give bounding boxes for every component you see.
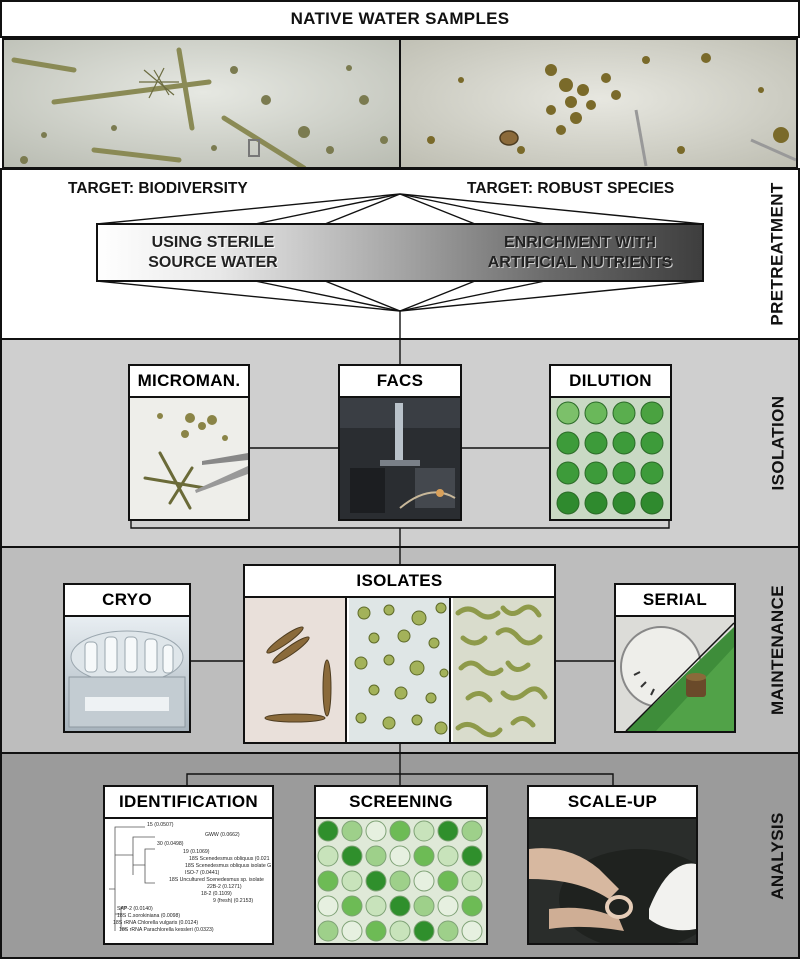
screening-well [438, 846, 458, 866]
analysis-side-label: ANALYSIS [768, 811, 788, 900]
tree-label: ISO-7 (0.0441) [185, 870, 220, 876]
phylogenetic-tree [105, 819, 272, 943]
diagram-title: NATIVE WATER SAMPLES [290, 9, 510, 28]
tree-label: 18S C.sorokiniana (0.0098) [117, 913, 181, 919]
pretreatment-side-label: PRETREATMENT [768, 182, 788, 326]
screening-well [462, 896, 482, 916]
screening-well [414, 871, 434, 891]
screening-well [438, 921, 458, 941]
tree-label: 18S Scenedesmus obliquus (0.021 [189, 856, 270, 862]
screening-well [414, 846, 434, 866]
tree-label: 18S Uncultured Scenedesmus sp. isolate [169, 877, 264, 883]
microman-photo [130, 398, 248, 519]
dilution-title: DILUTION [551, 366, 670, 398]
microman-title: MICROMAN. [130, 366, 248, 398]
maintenance-isolates [243, 564, 556, 744]
screening-well [414, 896, 434, 916]
screening-well [366, 896, 386, 916]
water-sample-photo-right [400, 38, 798, 169]
screening-well [366, 871, 386, 891]
tree-label-list [105, 819, 272, 943]
screening-well [390, 821, 410, 841]
screening-well [366, 921, 386, 941]
isolation-side-label: ISOLATION [768, 395, 787, 491]
analysis-identification [103, 785, 274, 945]
analysis-screening [314, 785, 488, 945]
target-biodiversity-label: TARGET: BIODIVERSITY [68, 180, 248, 197]
screening-well [390, 846, 410, 866]
tree-label: 18S Scenedesmus obliquus isolate G [185, 863, 272, 869]
screening-well [342, 896, 362, 916]
facs-title: FACS [340, 366, 460, 398]
isolates-title: ISOLATES [245, 566, 554, 598]
option-left-line-1: USING STERILE [151, 234, 275, 251]
isolate-photo-diatoms [245, 598, 347, 742]
tree-label: 22B-2 (0.1271) [207, 884, 242, 890]
scale-up-photo [529, 819, 696, 943]
header-band [0, 0, 800, 38]
option-right-line-1: ENRICHMENT WITH [504, 234, 656, 251]
screening-well [438, 871, 458, 891]
cryo-photo [65, 617, 189, 731]
isolation-method-facs [338, 364, 462, 521]
screening-well [462, 871, 482, 891]
serial-photo [616, 617, 734, 731]
isolate-photo-round-cells [349, 598, 451, 742]
screening-well [390, 921, 410, 941]
screening-well [342, 821, 362, 841]
tree-label: 9 (fresh) (0.2153) [213, 898, 254, 904]
screening-well [342, 871, 362, 891]
isolation-method-microman [128, 364, 250, 521]
target-robust-species-label: TARGET: ROBUST SPECIES [467, 180, 675, 197]
identification-title: IDENTIFICATION [105, 787, 272, 819]
tree-label: 30 (0.0498) [157, 841, 184, 847]
dilution-photo [551, 398, 670, 519]
screening-well [318, 921, 338, 941]
screening-well [318, 871, 338, 891]
cryo-title: CRYO [65, 585, 189, 617]
tree-label: GWW (0.0662) [205, 832, 240, 838]
tree-label: 15 (0.0507) [147, 822, 174, 828]
scale-up-title: SCALE-UP [529, 787, 696, 819]
maintenance-side-label: MAINTENANCE [768, 584, 788, 716]
serial-title: SERIAL [616, 585, 734, 617]
tree-label: 18S rRNA Chlorella vulgaris (0.0124) [113, 920, 199, 926]
maintenance-cryo [63, 583, 191, 733]
isolate-photo-filaments [453, 598, 554, 742]
tree-label: SAP-2 (0.0140) [117, 906, 153, 912]
tree-label: 19 (0.1069) [183, 849, 210, 855]
screening-photo [316, 819, 486, 943]
water-sample-photo-left [2, 38, 400, 169]
screening-well [342, 921, 362, 941]
screening-well [390, 896, 410, 916]
facs-photo [340, 398, 460, 519]
screening-well [414, 921, 434, 941]
screening-well [414, 821, 434, 841]
option-sterile-source-water [118, 233, 308, 273]
screening-well [318, 821, 338, 841]
screening-well [366, 821, 386, 841]
screening-well [390, 871, 410, 891]
screening-well [438, 896, 458, 916]
maintenance-serial [614, 583, 736, 733]
screening-well [462, 821, 482, 841]
isolation-method-dilution [549, 364, 672, 521]
screening-well [438, 821, 458, 841]
screening-well [366, 846, 386, 866]
screening-well [342, 846, 362, 866]
tree-label: 18S rRNA Parachlorella kessleri (0.0323) [119, 927, 214, 933]
option-artificial-nutrients [460, 233, 700, 273]
screening-well [462, 921, 482, 941]
tree-label: 18-2 (0.1109) [201, 891, 232, 897]
analysis-scale-up [527, 785, 698, 945]
screening-title: SCREENING [316, 787, 486, 819]
screening-well [318, 896, 338, 916]
screening-well [318, 846, 338, 866]
screening-well [462, 846, 482, 866]
option-left-line-2: SOURCE WATER [148, 254, 278, 271]
option-right-line-2: ARTIFICIAL NUTRIENTS [487, 254, 673, 271]
